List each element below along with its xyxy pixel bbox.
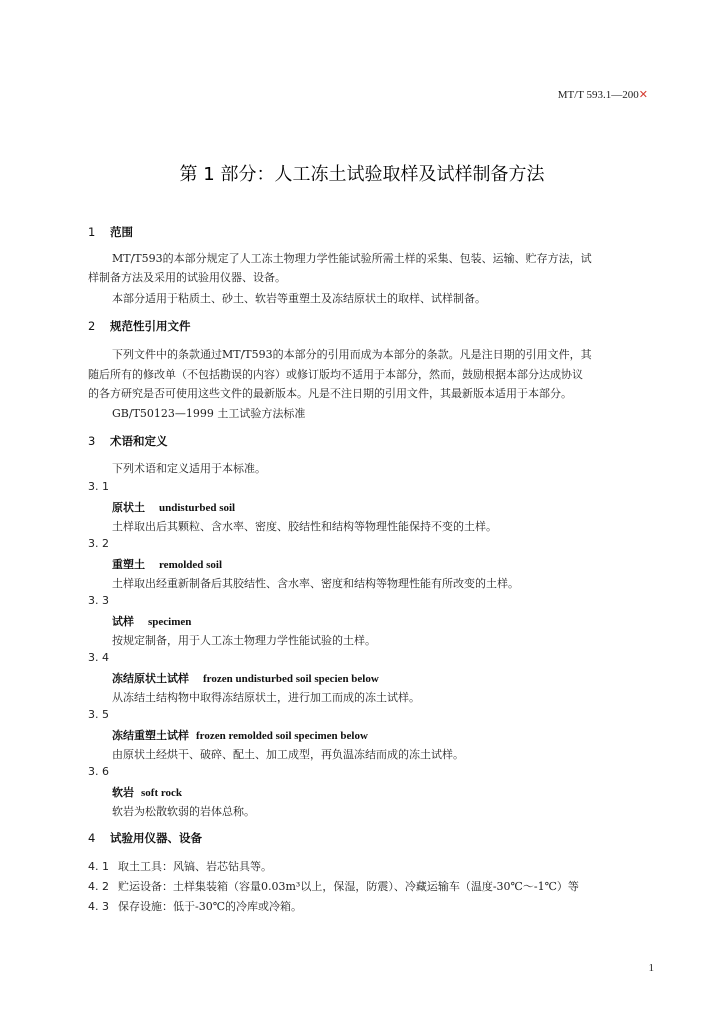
section-3-heading: [88, 433, 168, 449]
section-3-intro: 下列术语和定义适用于本标准。: [112, 462, 266, 475]
section-number: 1: [88, 225, 96, 239]
term-definition: 由原状土经烘干、破碎、配土、加工成型，再负温冻结而成的冻土试样。: [112, 748, 464, 761]
section-title: 范围: [110, 225, 134, 239]
term-english: frozen undisturbed soil specien below: [203, 673, 379, 685]
term-chinese: 冻结原状土试样: [112, 672, 189, 685]
section-1-para-2: 本部分适用于粘质土、砂土、软岩等重塑土及冻结原状土的取样、试样制备。: [112, 292, 486, 305]
section-2-para-line-1: 下列文件中的条款通过MT/T593的本部分的引用而成为本部分的条款。凡是注日期的引用文件，其: [112, 348, 592, 361]
term-title: [112, 613, 191, 629]
list-item: [88, 898, 302, 914]
section-title: 规范性引用文件: [110, 319, 191, 333]
term-chinese: 原状土: [112, 501, 145, 514]
term-chinese: 试样: [112, 615, 134, 628]
section-title: 术语和定义: [110, 434, 168, 448]
normative-reference: GB/T50123—1999 土工试验方法标准: [112, 407, 306, 420]
term-number: 3. 1: [88, 480, 109, 493]
term-english: undisturbed soil: [159, 502, 236, 514]
term-definition: 土样取出经重新制备后其胶结性、含水率、密度和结构等物理性能有所改变的土样。: [112, 577, 519, 590]
section-title: 试验用仪器、设备: [110, 831, 203, 845]
list-item-text: 保存设施：低于-30℃的冷库或冷箱。: [118, 900, 303, 913]
section-1-para-1-line-2: 样制备方法及采用的试验用仪器、设备。: [88, 271, 286, 284]
section-number: 2: [88, 319, 96, 333]
term-definition: 按规定制备，用于人工冻土物理力学性能试验的土样。: [112, 634, 376, 647]
term-definition: 土样取出后其颗粒、含水率、密度、胶结性和结构等物理性能保持不变的土样。: [112, 520, 497, 533]
term-title: [112, 670, 379, 686]
section-number: 4: [88, 831, 96, 845]
list-item-number: 4. 3: [88, 900, 109, 913]
term-english: remolded soil: [159, 559, 223, 571]
term-definition: 软岩为松散软弱的岩体总称。: [112, 805, 255, 818]
term-title: [112, 727, 368, 743]
section-2-heading: [88, 318, 191, 334]
document-code-mark: ✕: [638, 89, 648, 101]
list-item: [88, 878, 579, 894]
term-chinese: 软岩: [112, 786, 134, 799]
term-title: [112, 784, 182, 800]
term-title: [112, 556, 222, 572]
term-english: specimen: [148, 616, 192, 628]
term-chinese: 重塑土: [112, 558, 145, 571]
list-item: [88, 858, 272, 874]
term-number: 3. 4: [88, 651, 109, 664]
term-chinese: 冻结重塑土试样: [112, 729, 189, 742]
term-number: 3. 6: [88, 765, 109, 778]
section-4-heading: [88, 830, 202, 846]
term-number: 3. 5: [88, 708, 109, 721]
section-1-heading: [88, 224, 133, 240]
term-number: 3. 3: [88, 594, 109, 607]
list-item-text: 取土工具：风镐、岩芯钻具等。: [118, 860, 272, 873]
section-2-para-line-3: 的各方研究是否可使用这些文件的最新版本。凡是不注日期的引用文件，其最新版本适用于本部分。: [88, 387, 572, 400]
term-definition: 从冻结土结构物中取得冻结原状土，进行加工而成的冻土试样。: [112, 691, 420, 704]
section-number: 3: [88, 434, 96, 448]
list-item-number: 4. 1: [88, 860, 109, 873]
page-number: 1: [648, 962, 654, 974]
list-item-text: 贮运设备：土样集装箱（容量0.03m³以上，保湿，防震）、冷藏运输车（温度-30℃～-1℃）等: [118, 880, 579, 893]
document-code: [558, 88, 648, 101]
section-2-para-line-2: 随后所有的修改单（不包括勘误的内容）或修订版均不适用于本部分，然而，鼓励根据本部分达成协议: [88, 368, 583, 381]
list-item-number: 4. 2: [88, 880, 109, 893]
term-english: soft rock: [141, 787, 183, 799]
page-title: 第 1 部分：人工冻土试验取样及试样制备方法: [179, 164, 545, 185]
term-english: frozen remolded soil specimen below: [196, 730, 368, 742]
section-1-para-1-line-1: MT/T593的本部分规定了人工冻土物理力学性能试验所需土样的采集、包装、运输、贮存方法，试: [112, 252, 592, 265]
term-number: 3. 2: [88, 537, 109, 550]
term-title: [112, 499, 235, 515]
document-code-text: MT/T 593.1—200: [557, 89, 639, 101]
